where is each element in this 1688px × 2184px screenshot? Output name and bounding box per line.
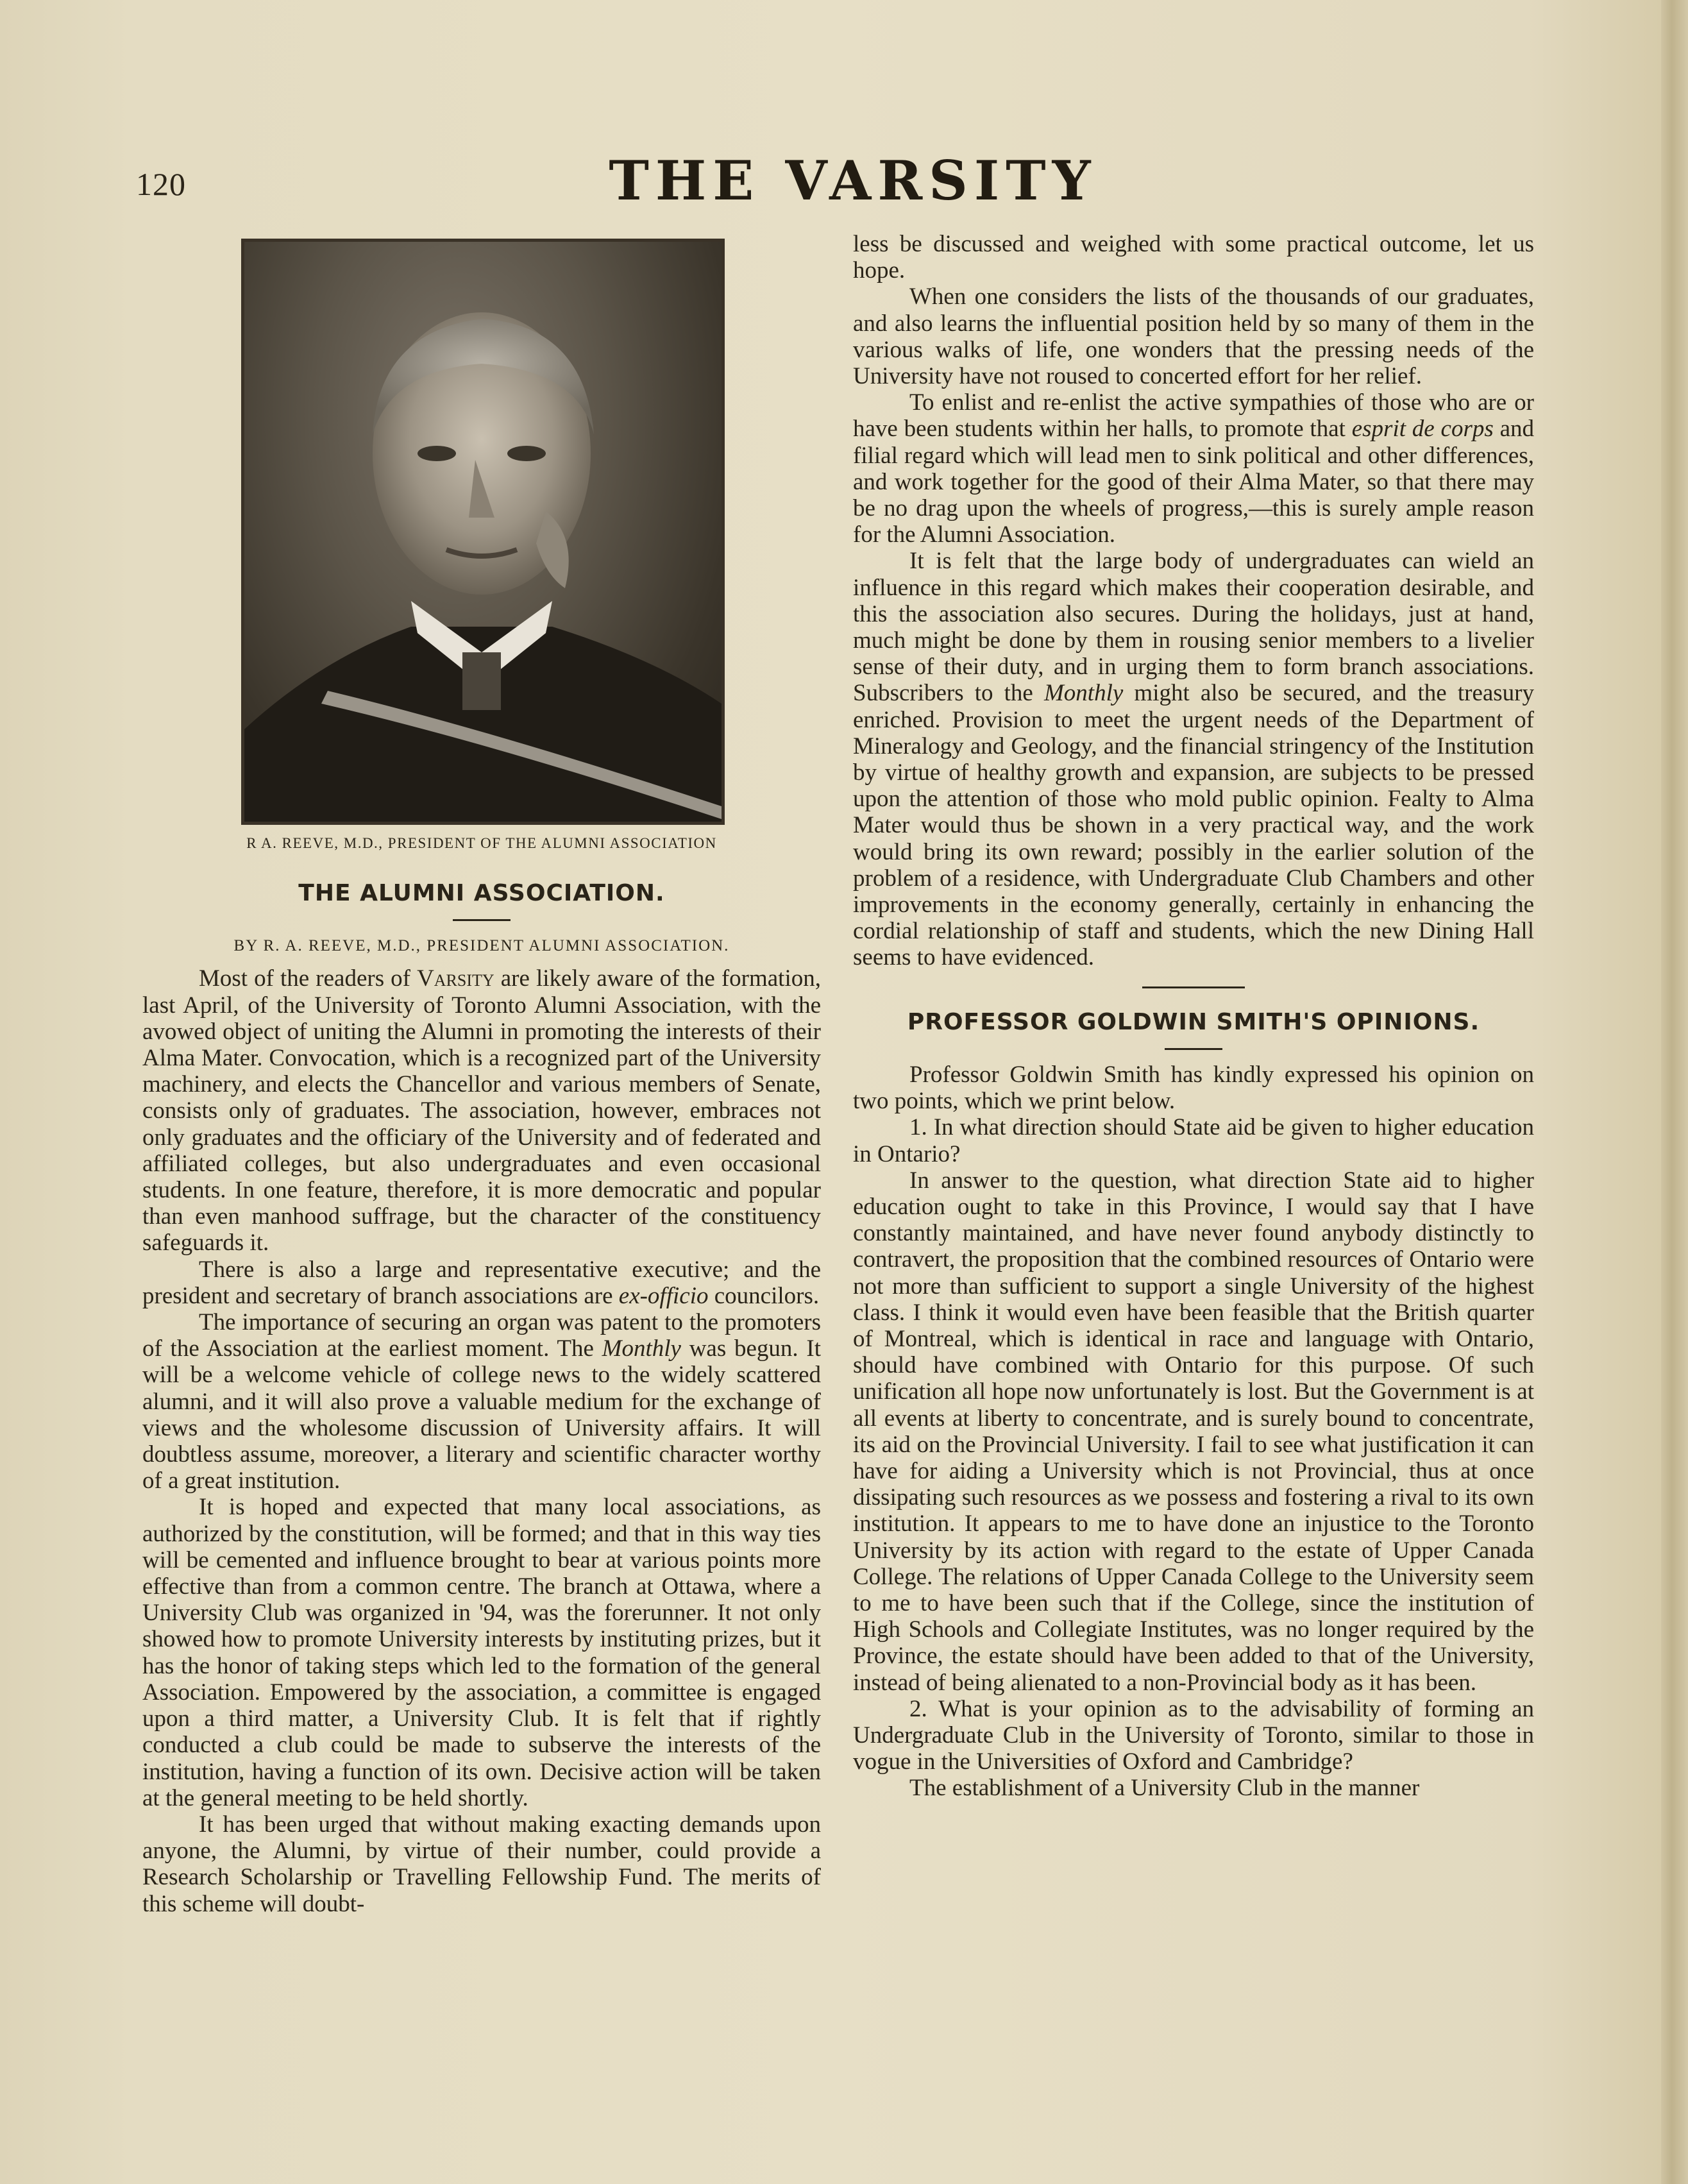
left-column xyxy=(142,880,821,1917)
paragraph: When one considers the lists of the thousands of our graduates, and also learns the influential position held by so many of them in the various walks of life, one wonders that the pressing needs of the University have not roused to concerted effort for her relief. xyxy=(853,284,1534,390)
title-rule xyxy=(1165,1048,1222,1050)
portrait-photo xyxy=(241,239,725,825)
title-rule xyxy=(453,919,511,921)
question: 1. In what direction should State aid be given to higher education in Ontario? xyxy=(853,1114,1534,1167)
page-number: 120 xyxy=(136,166,186,202)
paragraph: There is also a large and representative executive; and the president and secretary of branch associations are ex-officio councilors. xyxy=(142,1256,821,1309)
paragraph: The establishment of a University Club in the manner xyxy=(909,1775,1420,1802)
paragraph: To enlist and re-enlist the active sympathies of those who are or have been students within her halls, to promote that esprit de corps and filial regard which will lead men to sink political and other differences, and work together for the good of their Alma Mater, so that there may be no drag upon the wheels of progress,—this is surely ample reason for the Alumni Association. xyxy=(853,389,1534,548)
article-title: PROFESSOR GOLDWIN SMITH'S OPINIONS. xyxy=(907,1008,1480,1035)
paragraph: Professor Goldwin Smith has kindly expressed his opinion on two points, which we print below. xyxy=(853,1061,1534,1115)
paragraph: It is felt that the large body of undergraduates can wield an influence in this regard which makes their cooperation desirable, and this the association also secures. During the holidays, just at hand, much might be done by them in rousing senior members to a livelier sense of their duty, and in urging them to form branch associations. Subscribers to the Monthly might also be secured, and the treasury enriched. Provision to meet the urgent needs of the Department of Mineralogy and Geology, and the financial stringency of the Institution by virtue of healthy growth and expansion, are subjects to be pressed upon the attention of those who mold public opinion. Fealty to Alma Mater would thus be shown in a very practical way, and the work would bring its own reward; possibly in the earlier solution of the problem of a residence, with Undergraduate Club Chambers and other improvements in the economy generally, certainly in enhancing the cordial relationship of staff and students, which the new Dining Hall seems to have evidenced. xyxy=(853,548,1535,971)
paragraph: The importance of securing an organ was patent to the promoters of the Association at the earliest moment. The Monthly was begun. It will be a welcome vehicle of college news to the widely scattered alumni, and it will also prove a valuable medium for the exchange of views and the wholesome discussion of University affairs. It will doubtless assume, moreover, a literary and scientific character worthy of a great institution. xyxy=(142,1309,821,1494)
paragraph: less be discussed and weighed with some practical outcome, let us hope. xyxy=(853,231,1534,284)
figure-caption: R A. REEVE, M.D., PRESIDENT OF THE ALUMNI ASSOCIATION xyxy=(246,835,717,851)
section-rule xyxy=(1142,986,1245,988)
page-edge xyxy=(1661,0,1688,2184)
question: 2. What is your opinion as to the advisability of forming an Undergraduate Club in the University of Toronto, similar to those in vogue in the Universities of Oxford and Cambridge? xyxy=(853,1695,1534,1775)
paragraph: It is hoped and expected that many local associations, as authorized by the constitution, will be formed; and that in this way ties will be cemented and influence brought to bear at various points more effective than from a common centre. The branch at Ottawa, where a University Club was organized in '94, was the forerunner. It not only showed how to promote University interests by instituting prizes, but it has the honor of taking steps which led to the formation of the general Association. Empowered by the association, a committee is engaged upon a third matter, a University Club. It is felt that if rightly conducted a club could be made to subserve the interests of the institution, having a function of its own. Decisive action will be taken at the general meeting to be held shortly. xyxy=(142,1494,821,1811)
article-title: THE ALUMNI ASSOCIATION. xyxy=(298,880,665,906)
right-column xyxy=(853,231,1534,1802)
paragraph: It has been urged that without making exacting demands upon anyone, the Alumni, by virtue of their number, could provide a Research Scholarship or Travelling Fellowship Fund. The merits of this scheme will doubt- xyxy=(142,1811,821,1917)
paragraph: In answer to the question, what direction State aid to higher education ought to take in this Province, I would say that I have constantly maintained, and have never found anybody distinctly to contravert, the proposition that the combined resources of Ontario were not more than sufficient to support a single University of the highest class. I think it would even have been feasible that the British quarter of Montreal, which is identical in race and language with Ontario, should have combined with Ontario for this purpose. Of such unification all hope now unfortunately is lost. But the Government is at all events at liberty to concentrate, and is surely bound to concentrate, its aid on the Provincial University. I fail to see what justification it can have for aiding a University which is not Provincial, thus at once dissipating such resources as we possess and fostering a rival to its own institution. It appears to me to have done an injustice to the Toronto University by its action with regard to the estate of Upper Canada College. The relations of Upper Canada College to the University seem to me to have been such that if the College, since the institution of High Schools and Collegiate Institutes, was no longer required by the Province, the estate should have been added to that of the University, instead of being alienated to a non-Provincial body as it has been. xyxy=(853,1167,1534,1696)
paragraph: Most of the readers of Varsity are likely aware of the formation, last April, of the University of Toronto Alumni Association, with the avowed object of uniting the Alumni in promoting the interests of their Alma Mater. Convocation, which is a recognized part of the University machinery, and elects the Chancellor and various members of Senate, consists only of graduates. The association, however, embraces not only graduates and the officiary of the University and of federated and affiliated colleges, but also undergraduates and even occasional students. In one feature, therefore, it is more democratic and popular than even manhood suffrage, but the character of the constituency safeguards it. xyxy=(142,965,821,1257)
article-byline: BY R. A. REEVE, M.D., PRESIDENT ALUMNI ASSOCIATION. xyxy=(233,937,730,955)
portrait-figure xyxy=(244,242,722,822)
masthead: THE VARSITY xyxy=(609,148,1097,212)
